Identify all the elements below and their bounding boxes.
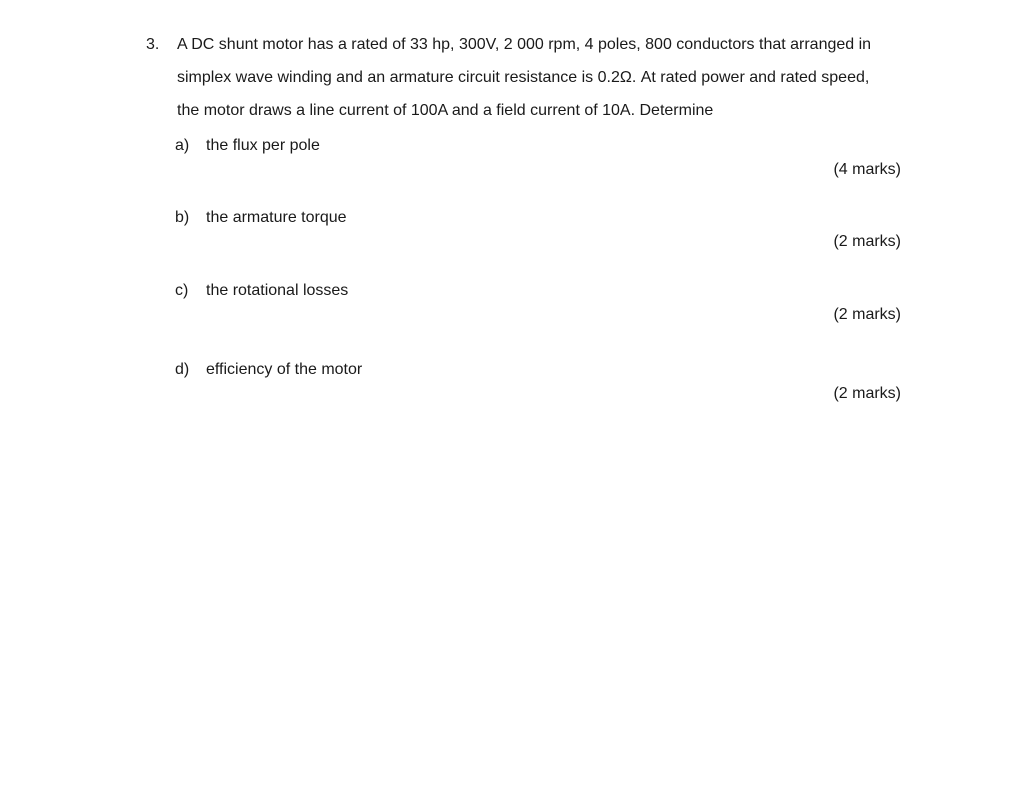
part-b-text: the armature torque xyxy=(206,209,347,226)
question-text-line-1: A DC shunt motor has a rated of 33 hp, 300V, 2 000 rpm, 4 poles, 800 conductors that arranged in xyxy=(177,36,872,53)
part-a-marks: (4 marks) xyxy=(833,161,901,178)
part-a-letter: a) xyxy=(175,137,190,154)
part-c-marks: (2 marks) xyxy=(833,306,901,323)
part-c-letter: c) xyxy=(175,282,189,299)
part-d-marks: (2 marks) xyxy=(833,385,901,402)
part-a-text: the flux per pole xyxy=(206,137,320,154)
part-b-marks: (2 marks) xyxy=(833,233,901,250)
part-b-letter: b) xyxy=(175,209,190,226)
part-d-text: efficiency of the motor xyxy=(206,361,363,378)
question-number: 3. xyxy=(146,36,160,53)
part-d-letter: d) xyxy=(175,361,190,378)
question-text-line-3: the motor draws a line current of 100A and a field current of 10A. Determine xyxy=(177,102,714,119)
question-text-line-2: simplex wave winding and an armature circuit resistance is 0.2Ω. At rated power and rated speed, xyxy=(177,69,870,86)
part-c-text: the rotational losses xyxy=(206,282,349,299)
